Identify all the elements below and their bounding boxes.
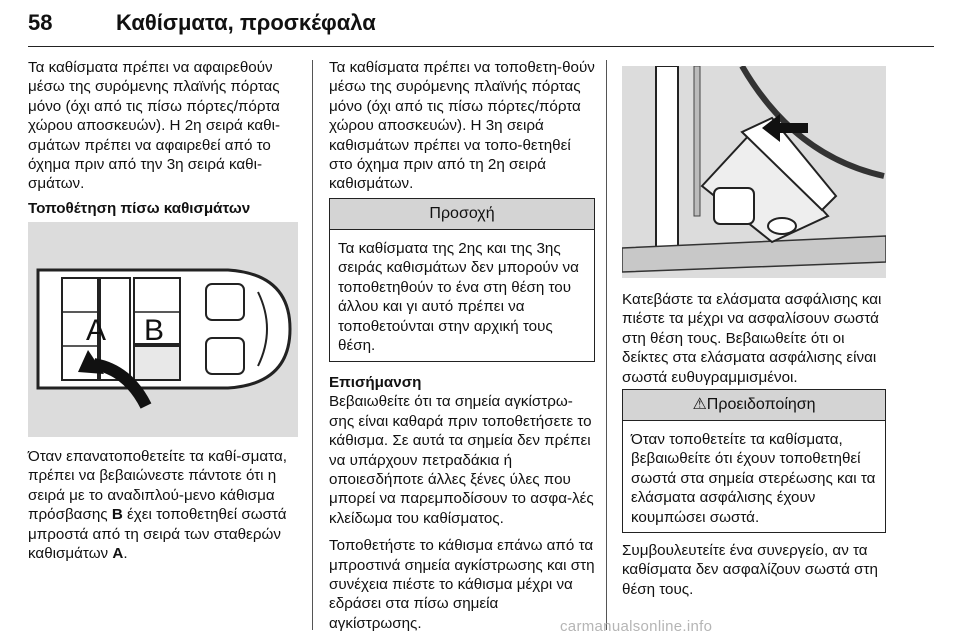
- page-number: 58: [28, 10, 53, 35]
- paragraph: Τοποθετήστε το κάθισμα επάνω από τα μπροστινά σημεία αγκίστρωσης και στη συνέχεια πιέστε το κάθισμα μέχρι να εδράσει στα πίσω σημεία αγκίστρωσης.: [329, 537, 595, 632]
- caution-title: Προσοχή: [330, 199, 594, 230]
- section-heading: Τοποθέτηση πίσω καθισμάτων: [28, 199, 251, 217]
- column-1: [28, 58, 298, 218]
- column-3: [622, 290, 888, 387]
- column-2: [329, 58, 595, 194]
- label-b: B: [144, 314, 165, 347]
- watermark: carmanualsonline.info: [560, 618, 713, 635]
- paragraph: Συμβουλευτείτε ένα συνεργείο, αν τα καθίσματα δεν ασφαλίζουν σωστά στη θέση τους.: [622, 542, 878, 598]
- seat-locking-illustration: [622, 66, 886, 278]
- note-title: Επισήμανση: [329, 374, 422, 391]
- caution-text: Τα καθίσματα της 2ης και της 3ης σειράς καθισμάτων δεν μπορούν να τοποθετηθούν το ένα στη θέση του άλλου και γι αυτό πρέπει να τοποθετούνται στην αρχική τους θέση.: [338, 240, 579, 355]
- note-text: Βεβαιωθείτε ότι τα σημεία αγκίστρω-σης είναι καθαρά πριν τοποθετήσετε το κάθισμα. Σε αυτά τα σημεία δεν πρέπει να υπάρχουν πετραδάκια ή οποιεσδήποτε άλλες ξένες ύλες που μπορεί να παρεμποδίσουν το ασφα-λές κλείδωμα του καθίσματος.: [329, 393, 594, 527]
- paragraph: Όταν επανατοποθετείτε τα καθί-σματα, πρέπει να βεβαιώνεστε πάντοτε ότι η σειρά με το αναδιπλού-μενο κάθισμα πρόσβασης B έχει τοποθετηθεί σωστά μπροστά από τη σειρά των σταθερών καθισμάτων A.: [28, 448, 287, 563]
- caution-box: [329, 198, 595, 362]
- page-header: [28, 0, 934, 48]
- page-title: Καθίσματα, προσκέφαλα: [116, 10, 376, 35]
- warning-header: [623, 390, 885, 421]
- column-divider: [312, 60, 313, 630]
- paragraph: Κατεβάστε τα ελάσματα ασφάλισης και πιέστε τα μέχρι να ασφαλίσουν σωστά στη θέση τους. Βεβαιωθείτε ότι οι δείκτες στα ελάσματα ασφάλισης είναι σωστά ευθυγραμμισμένοι.: [622, 291, 882, 386]
- column-3-lower: [622, 541, 888, 599]
- paragraph: Τα καθίσματα πρέπει να τοποθετη-θούν μέσω της συρόμενης πλαϊνής πόρτας μόνο (όχι από τις πίσω πόρτες/πόρτα χώρου αποσκευών). Η 3η σειρά καθισμάτων πρέπει να τοπο-θετηθεί στο όχημα πριν από τη 2η σειρά καθισμάτων.: [329, 59, 595, 193]
- column-2-lower: [329, 373, 595, 633]
- warning-box: [622, 389, 886, 533]
- column-divider: [606, 60, 607, 630]
- header-rule: [28, 46, 934, 47]
- seat-layout-diagram: [28, 222, 298, 437]
- warning-text: Όταν τοποθετείτε τα καθίσματα, βεβαιωθείτε ότι έχουν τοποθετηθεί σωστά στα σημεία στερέωσης και τα ελάσματα ασφάλισης έχουν κουμπώσει σωστά.: [631, 431, 876, 526]
- label-a: A: [86, 314, 107, 347]
- column-1-lower: [28, 447, 298, 563]
- locking-latch-illustration: [622, 66, 886, 278]
- paragraph: Τα καθίσματα πρέπει να αφαιρεθούν μέσω της συρόμενης πλαϊνής πόρτας μόνο (όχι από τις πίσω πόρτες/πόρτα χώρου αποσκευών). Η 2η σειρά καθι-σμάτων πρέπει να αφαιρεθεί από το όχημα πριν από την 3η σειρά καθι-σμάτων.: [28, 59, 281, 193]
- van-seats-illustration: [28, 222, 298, 437]
- warning-triangle-icon: ⚠: [692, 396, 707, 413]
- warning-title: Προειδοποίηση: [706, 396, 816, 413]
